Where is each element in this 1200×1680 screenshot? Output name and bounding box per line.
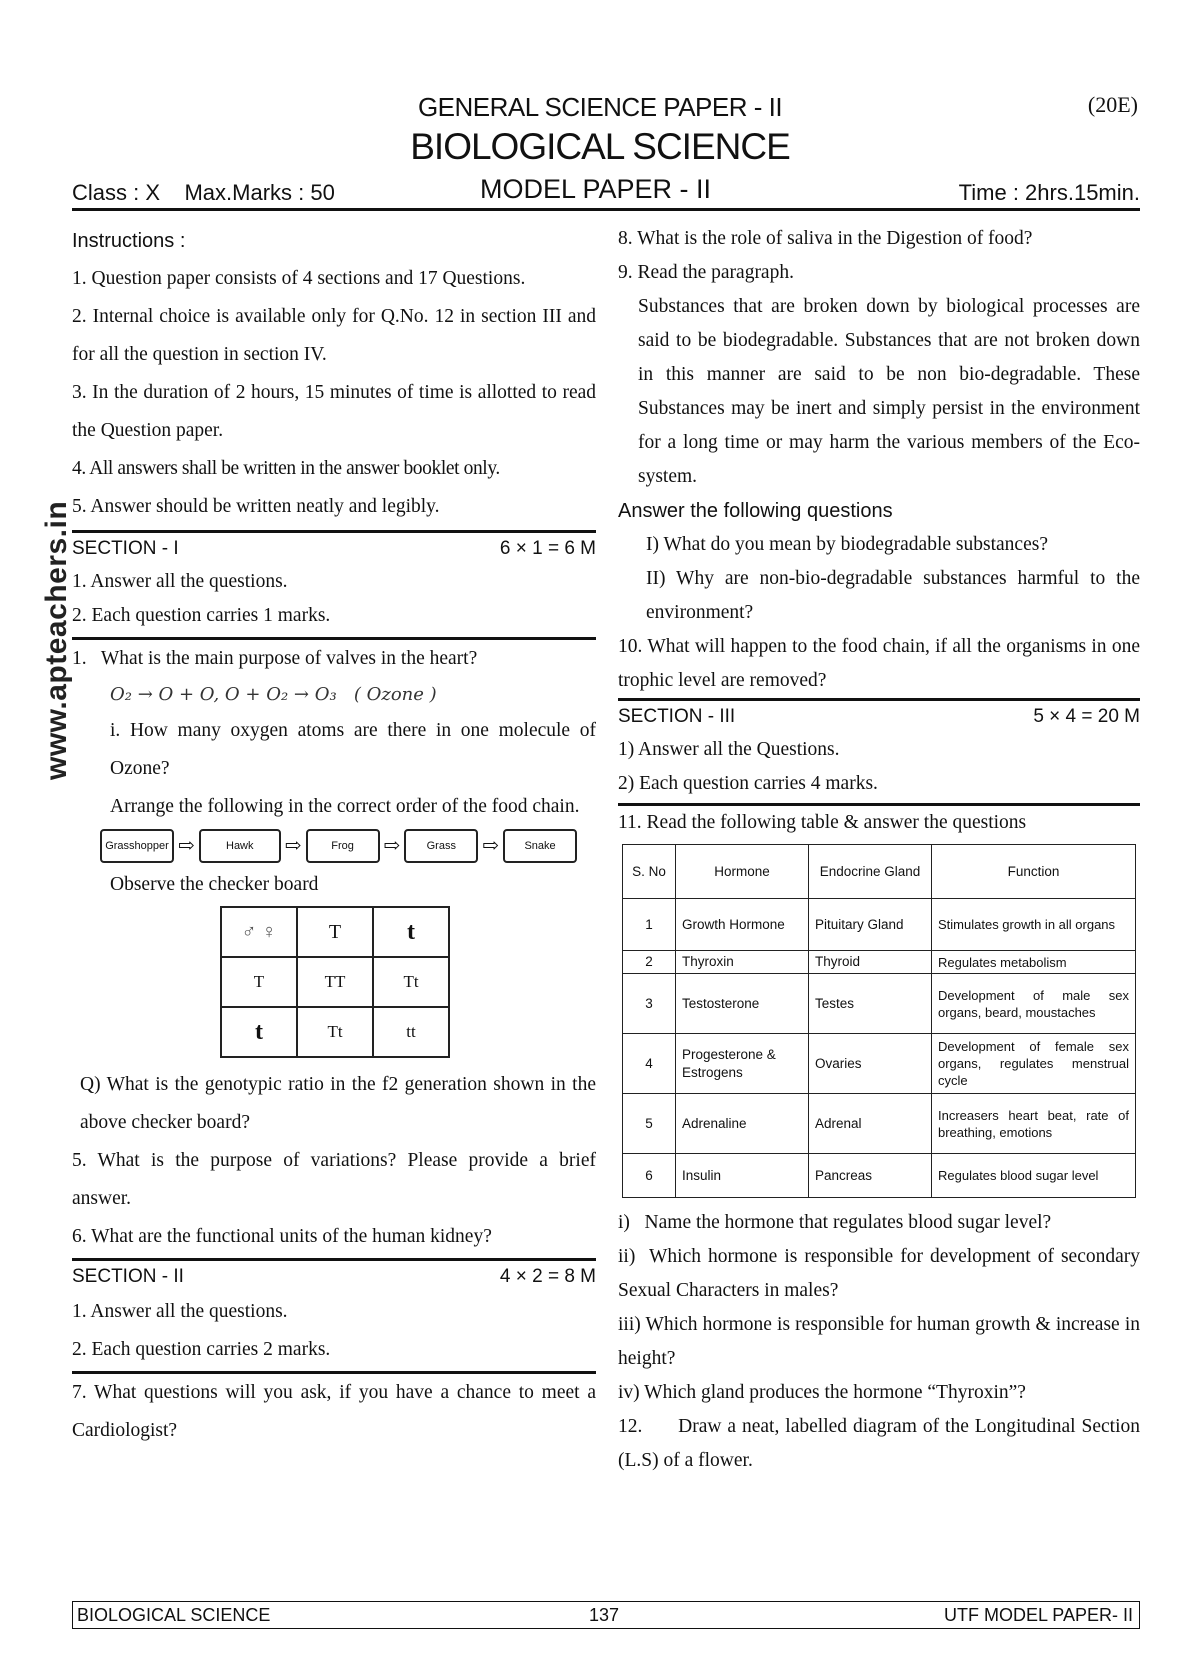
section-3-title: SECTION - III — [618, 706, 736, 727]
instructions-title: Instructions : — [72, 230, 186, 252]
chain-box-3: Frog — [306, 829, 380, 863]
paper-code: (20E) — [1087, 92, 1138, 117]
hormone-table — [622, 844, 1136, 1198]
question-9: 9. Read the paragraph. — [618, 262, 794, 283]
footer-right: UTF MODEL PAPER- II — [943, 1605, 1133, 1625]
chain-box-1: Grasshopper — [100, 829, 174, 863]
table-cell: Thyroid — [809, 951, 932, 974]
question-11-iv: iv) Which gland produces the hormone “Thyroxin”? — [618, 1382, 1026, 1403]
table-cell: Ovaries — [809, 1034, 932, 1094]
checker-board — [220, 906, 450, 1058]
question-2: i. How many oxygen atoms are there in one molecule of Ozone? — [110, 720, 596, 779]
question-1: 1. What is the main purpose of valves in the heart? — [72, 648, 478, 669]
table-cell: Regulates blood sugar level — [932, 1154, 1136, 1198]
answer-heading: Answer the following questions — [618, 500, 893, 522]
table-cell: Adrenaline — [676, 1094, 809, 1154]
model-paper-label: MODEL PAPER - II — [480, 174, 712, 204]
checker-cell: T — [297, 907, 373, 957]
table-cell: Thyroxin — [676, 951, 809, 974]
chain-box-2: Hawk — [199, 829, 281, 863]
checker-cell: Tt — [297, 1007, 373, 1057]
question-8: 8. What is the role of saliva in the Digestion of food? — [618, 228, 1033, 249]
subquestion-1: I) What do you mean by biodegradable substances? — [646, 534, 1048, 555]
table-cell: Development of male sex organs, beard, moustaches — [932, 974, 1136, 1034]
header-info-row — [72, 176, 1140, 208]
table-cell: Pancreas — [809, 1154, 932, 1198]
section-1-marks: 6 × 1 = 6 M — [499, 538, 596, 559]
section-1-header — [72, 530, 596, 565]
question-4: Observe the checker board — [110, 874, 319, 895]
question-7: 7. What questions will you ask, if you have a chance to meet a Cardiologist? — [72, 1382, 596, 1441]
table-row — [623, 899, 1136, 951]
paragraph-text: Substances that are broken down by biological processes are said to be biodegradable. Substances that are not broken down in this manner are said to be non bio-degradable. These Substances may be inert and simply persist in the environment for a long time or may harm the various members of the Eco-system. — [638, 296, 1140, 487]
chain-arrow-icon: ⇨ — [383, 835, 401, 857]
subject-title: BIOLOGICAL SCIENCE — [410, 126, 790, 167]
table-row — [623, 1154, 1136, 1198]
table-row — [623, 1034, 1136, 1094]
question-11-i: i) Name the hormone that regulates blood sugar level? — [618, 1212, 1052, 1233]
table-header-cell: S. No — [623, 845, 676, 899]
section-3-header — [618, 698, 1140, 733]
food-chain-diagram — [72, 826, 596, 866]
question-5: 5. What is the purpose of variations? Please provide a brief answer. — [72, 1150, 596, 1209]
table-cell: Growth Hormone — [676, 899, 809, 951]
question-3: Arrange the following in the correct order of the food chain. — [110, 796, 580, 817]
table-cell: Testes — [809, 974, 932, 1034]
right-column — [618, 222, 1145, 1478]
table-cell: Development of female sex organs, regulates menstrual cycle — [932, 1034, 1136, 1094]
question-12: 12. Draw a neat, labelled diagram of the Longitudinal Section (L.S) of a flower. — [618, 1416, 1145, 1471]
table-cell: Stimulates growth in all organs — [932, 899, 1136, 951]
checker-cell: tt — [373, 1007, 449, 1057]
chain-arrow-icon: ⇨ — [284, 835, 302, 857]
table-header-cell: Function — [932, 845, 1136, 899]
chain-box-5: Snake — [503, 829, 577, 863]
table-header-cell: Endocrine Gland — [809, 845, 932, 899]
checker-cell: TT — [297, 957, 373, 1007]
section-2-header — [72, 1258, 596, 1293]
table-cell: Insulin — [676, 1154, 809, 1198]
table-cell: 1 — [623, 899, 676, 951]
page-number: 137 — [589, 1605, 620, 1625]
table-cell: Increasers heart beat, rate of breathing, emotions — [932, 1094, 1136, 1154]
page-footer — [72, 1601, 1140, 1629]
table-cell: 4 — [623, 1034, 676, 1094]
table-cell: 3 — [623, 974, 676, 1034]
watermark-text: www.apteachers.in — [40, 500, 73, 780]
instruction-2: 2. Internal choice is available only for Q.No. 12 in section III and for all the question in section IV. — [72, 306, 596, 365]
paper-title: GENERAL SCIENCE PAPER - II — [417, 92, 783, 122]
instruction-5: 5. Answer should be written neatly and legibly. — [72, 496, 440, 517]
section-1-title: SECTION - I — [72, 538, 179, 559]
question-11-ii: ii) Which hormone is responsible for development of secondary Sexual Characters in males? — [618, 1246, 1145, 1301]
left-column — [72, 222, 596, 1450]
section-2-marks: 4 × 2 = 8 M — [499, 1266, 596, 1287]
footer-left: BIOLOGICAL SCIENCE — [77, 1605, 271, 1625]
section-3-marks: 5 × 4 = 20 M — [1033, 706, 1140, 727]
chain-arrow-icon: ⇨ — [178, 835, 195, 857]
time-label: Time : 2hrs.15min. — [958, 180, 1140, 205]
table-cell: 2 — [623, 951, 676, 974]
table-cell: Progesterone & Estrogens — [676, 1034, 809, 1094]
question-11-iii: iii) Which hormone is responsible for human growth & increase in height? — [618, 1314, 1140, 1369]
table-cell: Adrenal — [809, 1094, 932, 1154]
checker-cell: Tt — [373, 957, 449, 1007]
checker-corner: ♂ ♀ — [221, 907, 297, 957]
section-2-title: SECTION - II — [72, 1266, 184, 1287]
table-cell: 6 — [623, 1154, 676, 1198]
header-rule — [72, 208, 1140, 211]
question-4-query: Q) What is the genotypic ratio in the f2 generation shown in the above checker board? — [80, 1074, 596, 1133]
question-6: 6. What are the functional units of the human kidney? — [72, 1226, 492, 1247]
checker-cell: t — [373, 907, 449, 957]
table-row — [623, 951, 1136, 974]
table-cell: 5 — [623, 1094, 676, 1154]
table-cell: Testosterone — [676, 974, 809, 1034]
checker-cell: t — [221, 1007, 297, 1057]
class-marks: Class : X Max.Marks : 50 — [72, 180, 335, 205]
section-2-note-1: 1. Answer all the questions. — [72, 1301, 288, 1322]
subquestion-2: II) Why are non-bio-degradable substances harmful to the environment? — [646, 568, 1140, 623]
instruction-1: 1. Question paper consists of 4 sections and 17 Questions. — [72, 268, 526, 289]
chain-box-4: Grass — [404, 829, 478, 863]
table-header-cell: Hormone — [676, 845, 809, 899]
section-2-note-2: 2. Each question carries 2 marks. — [72, 1339, 331, 1360]
instruction-4: 4. All answers shall be written in the answer booklet only. — [72, 458, 500, 479]
ozone-formula: O₂ → O + O, O + O₂ → O₃ ( Ozone ) — [110, 684, 437, 705]
question-11: 11. Read the following table & answer the questions — [618, 812, 1027, 833]
section-3-note-1: 1) Answer all the Questions. — [618, 739, 840, 760]
table-cell: Pituitary Gland — [809, 899, 932, 951]
table-row — [623, 1094, 1136, 1154]
instruction-3: 3. In the duration of 2 hours, 15 minutes of time is allotted to read the Question paper. — [72, 382, 596, 441]
section-1-note-2: 2. Each question carries 1 marks. — [72, 605, 331, 626]
table-row — [623, 974, 1136, 1034]
chain-arrow-icon: ⇨ — [482, 835, 500, 857]
section-1-note-1: 1. Answer all the questions. — [72, 571, 288, 592]
table-cell: Regulates metabolism — [932, 951, 1136, 974]
question-10: 10. What will happen to the food chain, if all the organisms in one trophic level are removed? — [618, 636, 1140, 691]
checker-cell: T — [221, 957, 297, 1007]
section-3-note-2: 2) Each question carries 4 marks. — [618, 773, 878, 794]
